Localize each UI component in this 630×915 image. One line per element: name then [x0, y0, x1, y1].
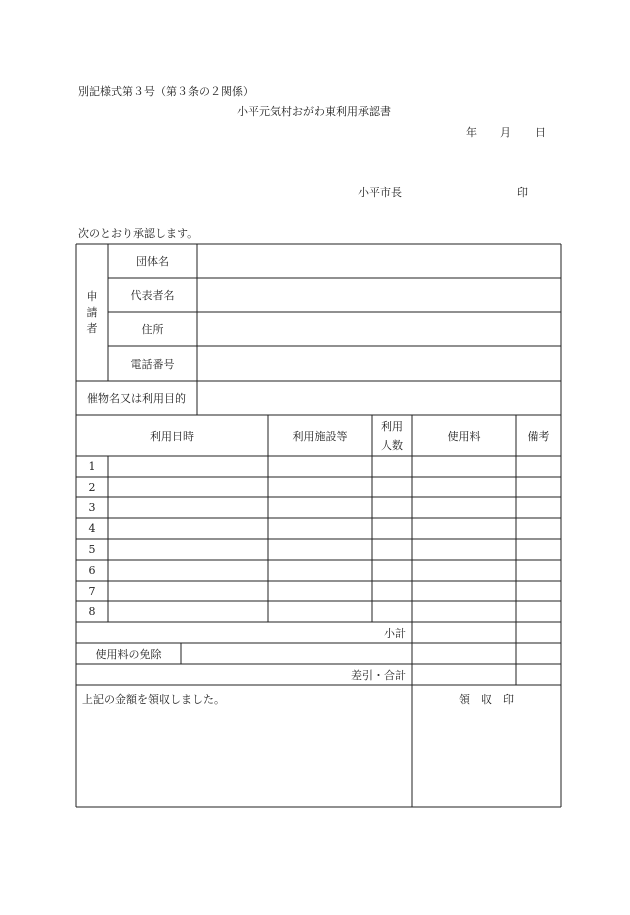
receipt-note: 上記の金額を領収しました。 — [82, 693, 225, 706]
row-number: 1 — [88, 460, 96, 473]
issuer-name: 小平市長 — [358, 186, 402, 199]
header-people-line2: 人数 — [381, 438, 403, 452]
org-name-label: 団体名 — [136, 255, 169, 268]
subtotal-value[interactable] — [412, 622, 516, 643]
form-number: 別記様式第３号（第３条の２関係） — [78, 85, 254, 98]
purpose-field[interactable] — [197, 381, 561, 415]
purpose-label: 催物名又は利用目的 — [87, 392, 186, 405]
row-number: 7 — [88, 584, 96, 598]
date-month-label: 月 — [500, 126, 511, 139]
row-number: 8 — [88, 605, 96, 618]
applicant-char-2: 請 — [86, 305, 98, 319]
address-label: 住所 — [141, 323, 164, 336]
row-number: 2 — [88, 480, 96, 494]
org-name-field[interactable] — [197, 244, 561, 278]
applicant-char-3: 者 — [86, 321, 98, 335]
applicant-char-1: 申 — [86, 289, 98, 303]
net-total-label: 差引・合計 — [351, 668, 406, 682]
header-fee: 使用料 — [447, 429, 481, 443]
row-number: 5 — [88, 543, 96, 556]
header-people — [372, 415, 412, 456]
fee-exemption-label: 使用料の免除 — [95, 647, 162, 661]
net-total-value[interactable] — [412, 664, 516, 685]
subtotal-label: 小計 — [384, 626, 406, 640]
phone-label: 電話番号 — [130, 357, 175, 371]
receipt-stamp-label: 領 収 印 — [459, 693, 514, 706]
representative-label: 代表者名 — [130, 289, 175, 302]
header-facility: 利用施設等 — [292, 429, 348, 443]
row-number: 4 — [88, 522, 96, 535]
seal-mark: 印 — [517, 186, 528, 199]
document-title: 小平元気村おがわ東利用承認書 — [237, 105, 391, 118]
phone-field[interactable] — [197, 346, 561, 381]
row-number: 6 — [88, 564, 96, 577]
representative-field[interactable] — [197, 278, 561, 312]
header-datetime: 利用日時 — [150, 429, 194, 443]
header-remarks: 備考 — [527, 429, 550, 443]
header-people-line1: 利用 — [381, 419, 403, 433]
applicant-group-label — [76, 278, 108, 346]
date-day-label: 日 — [535, 126, 546, 139]
date-year-label: 年 — [466, 126, 477, 139]
row-number: 3 — [88, 501, 96, 514]
fee-exemption-value[interactable] — [412, 643, 516, 664]
address-field[interactable] — [197, 312, 561, 346]
approval-statement: 次のとおり承認します。 — [78, 227, 199, 240]
